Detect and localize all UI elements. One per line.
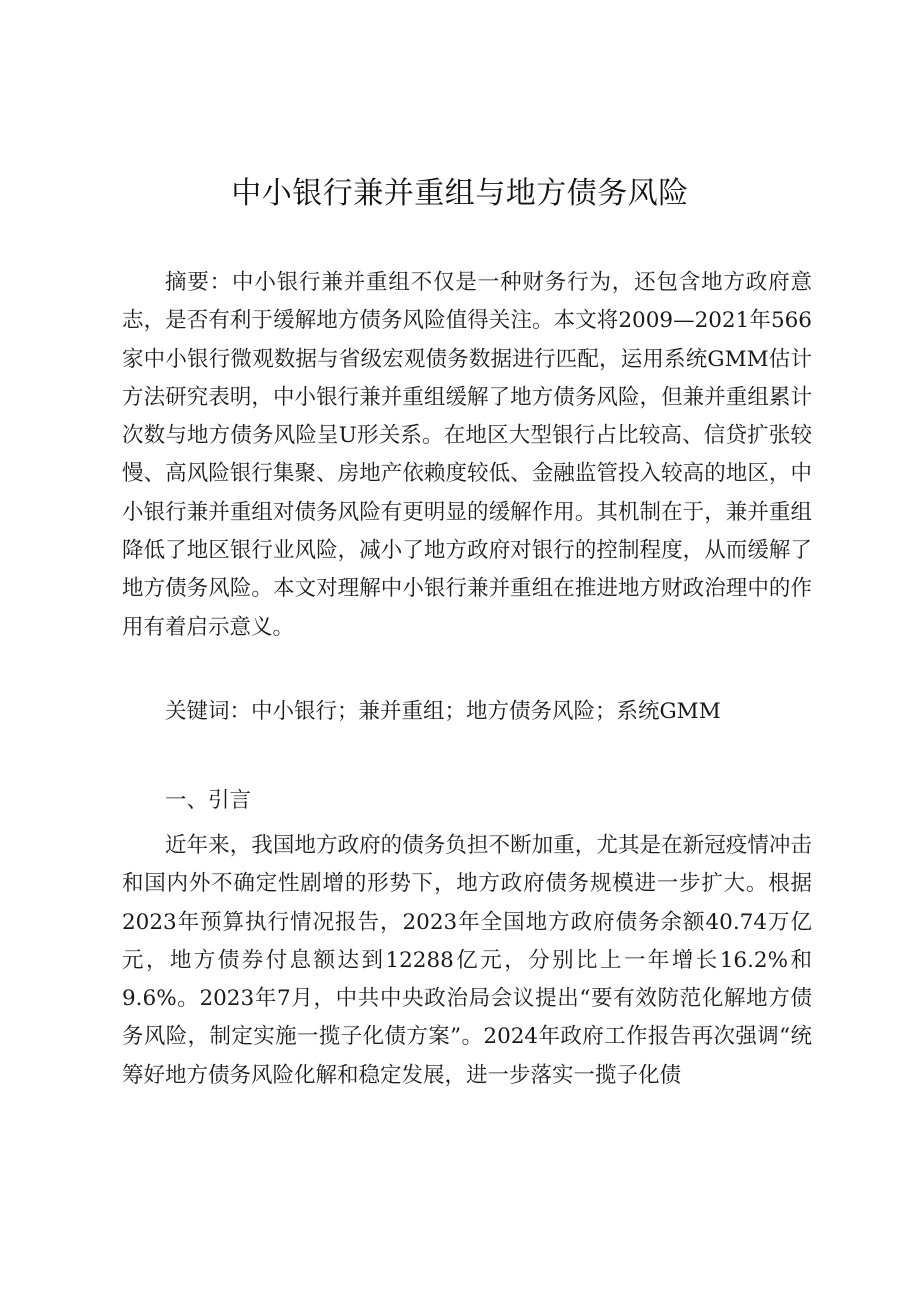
abstract-paragraph: 摘要：中小银行兼并重组不仅是一种财务行为，还包含地方政府意志，是否有利于缓解地方债务风险值得关注。本文将2009—2021年566家中小银行微观数据与省级宏观债务数据进行匹配，运用系统GMM估计方法研究表明，中小银行兼并重组缓解了地方债务风险，但兼并重组累计次数与地方债务风险呈U形关系。在地区大型银行占比较高、信贷扩张较慢、高风险银行集聚、房地产依赖度较低、金融监管投入较高的地区，中小银行兼并重组对债务风险有更明显的缓解作用。其机制在于，兼并重组降低了地区银行业风险，减小了地方政府对银行的控制程度，从而缓解了地方债务风险。本文对理解中小银行兼并重组在推进地方财政治理中的作用有着启示意义。 xyxy=(122,270,812,640)
intro-paragraph: 近年来，我国地方政府的债务负担不断加重，尤其是在新冠疫情冲击和国内外不确定性剧增的形势下，地方政府债务规模进一步扩大。根据2023年预算执行情况报告，2023年全国地方政府债务余额40.74万亿元，地方债券付息额达到12288亿元，分别比上一年增长16.2%和9.6%。2023年7月，中共中央政治局会议提出“要有效防范化解地方债务风险，制定实施一揽子化债方案”。2024年政府工作报告再次强调“统筹好地方债务风险化解和稳定发展，进一步落实一揽子化债 xyxy=(122,833,812,1088)
document-title: 中小银行兼并重组与地方债务风险 xyxy=(231,176,689,211)
section-heading: 一、引言 xyxy=(165,788,252,813)
keywords-line: 关键词：中小银行；兼并重组；地方债务风险；系统GMM xyxy=(165,699,721,724)
